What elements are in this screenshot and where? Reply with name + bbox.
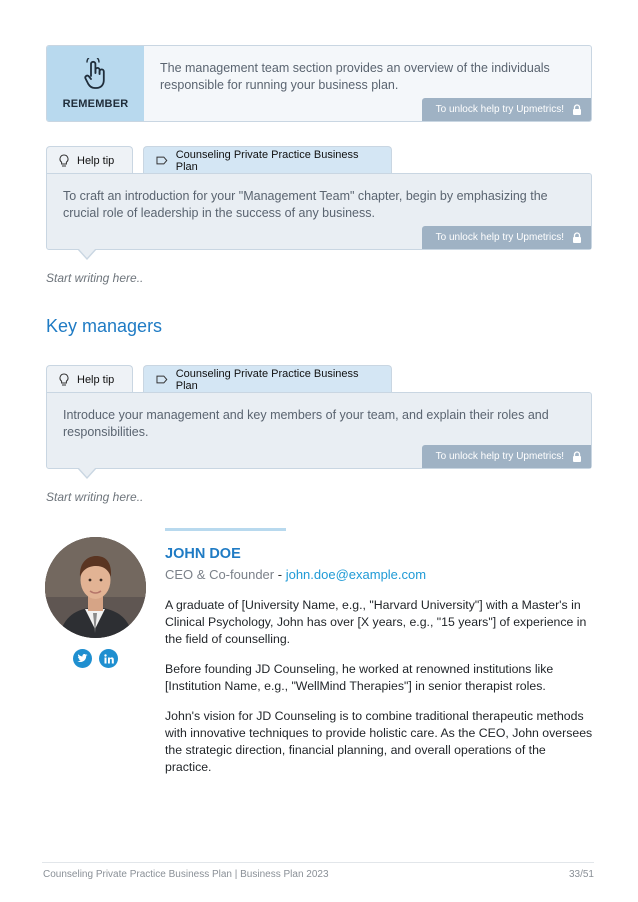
remember-badge bbox=[47, 46, 144, 121]
person-email-link[interactable]: john.doe@example.com bbox=[285, 567, 427, 582]
tab-help-label: Help tip bbox=[77, 154, 115, 167]
tab-help-tip[interactable] bbox=[46, 146, 133, 174]
lock-icon bbox=[572, 104, 582, 115]
linkedin-icon[interactable] bbox=[99, 649, 118, 668]
unlock-text: To unlock help try Upmetrics! bbox=[435, 232, 564, 243]
lightbulb-icon bbox=[59, 154, 69, 167]
footer-divider bbox=[42, 862, 594, 863]
tab-plan[interactable] bbox=[143, 146, 392, 174]
remember-box bbox=[46, 45, 592, 122]
start-writing-placeholder[interactable]: Start writing here.. bbox=[46, 271, 144, 285]
tag-icon bbox=[156, 375, 168, 384]
twitter-icon[interactable] bbox=[73, 649, 92, 668]
unlock-banner[interactable] bbox=[422, 445, 591, 468]
tab-plan-label: Counseling Private Practice Business Plan bbox=[175, 367, 359, 392]
tip-tabs bbox=[46, 365, 392, 393]
bio-paragraph: John's vision for JD Counseling is to combine traditional therapeutic methods with innovative techniques to provide holistic care. As the CEO, John oversees the strategic direction, financial planning, and overall operations of the practice. bbox=[165, 709, 593, 774]
footer-text: Counseling Private Practice Business Plan | Business Plan 2023 bbox=[43, 869, 329, 880]
tip-box bbox=[46, 173, 592, 250]
bio-paragraph: Before founding JD Counseling, he worked at renowned institutions like [Institution Name, e.g., "WellMind Therapies"] in senior therapist roles. bbox=[165, 662, 554, 693]
person-name: JOHN DOE bbox=[165, 546, 241, 562]
tab-help-label: Help tip bbox=[77, 373, 115, 386]
lightbulb-icon bbox=[59, 373, 69, 386]
start-writing-placeholder[interactable]: Start writing here.. bbox=[46, 490, 144, 504]
unlock-banner[interactable] bbox=[422, 98, 591, 121]
tab-plan-label: Counseling Private Practice Business Plan bbox=[175, 148, 359, 173]
accent-rule bbox=[165, 528, 286, 531]
bio-paragraph: A graduate of [University Name, e.g., "Harvard University"] with a Master's in Clinical Psychology, John has over [X years, e.g., "15 years"] of experience in the field of counselling. bbox=[165, 598, 587, 646]
remember-label: REMEMBER bbox=[62, 97, 129, 110]
lock-icon bbox=[572, 232, 582, 243]
unlock-banner[interactable] bbox=[422, 226, 591, 249]
unlock-text: To unlock help try Upmetrics! bbox=[435, 104, 564, 115]
tip-text: To craft an introduction for your "Management Team" chapter, begin by emphasizing the crucial role of leadership in the success of any business. bbox=[63, 189, 548, 220]
role-separator: - bbox=[277, 567, 283, 582]
tip-box bbox=[46, 392, 592, 469]
tab-help-tip[interactable] bbox=[46, 365, 133, 393]
person-role: CEO & Co-founder bbox=[165, 567, 275, 582]
lock-icon bbox=[572, 451, 582, 462]
page-number: 33/51 bbox=[568, 869, 594, 880]
tip-tabs bbox=[46, 146, 392, 174]
tab-plan[interactable] bbox=[143, 365, 392, 393]
unlock-text: To unlock help try Upmetrics! bbox=[435, 451, 564, 462]
person-role-line bbox=[165, 567, 426, 582]
section-heading: Key managers bbox=[46, 316, 163, 336]
pointing-hand-icon bbox=[82, 58, 110, 92]
tag-icon bbox=[156, 156, 168, 165]
social-links bbox=[73, 649, 118, 668]
tip-pointer bbox=[77, 468, 97, 479]
tip-text: Introduce your management and key members of your team, and explain their roles and responsibilities. bbox=[63, 408, 549, 439]
remember-text: The management team section provides an overview of the individuals responsible for running your business plan. bbox=[160, 61, 550, 92]
tip-pointer bbox=[77, 249, 97, 260]
avatar bbox=[45, 537, 146, 638]
